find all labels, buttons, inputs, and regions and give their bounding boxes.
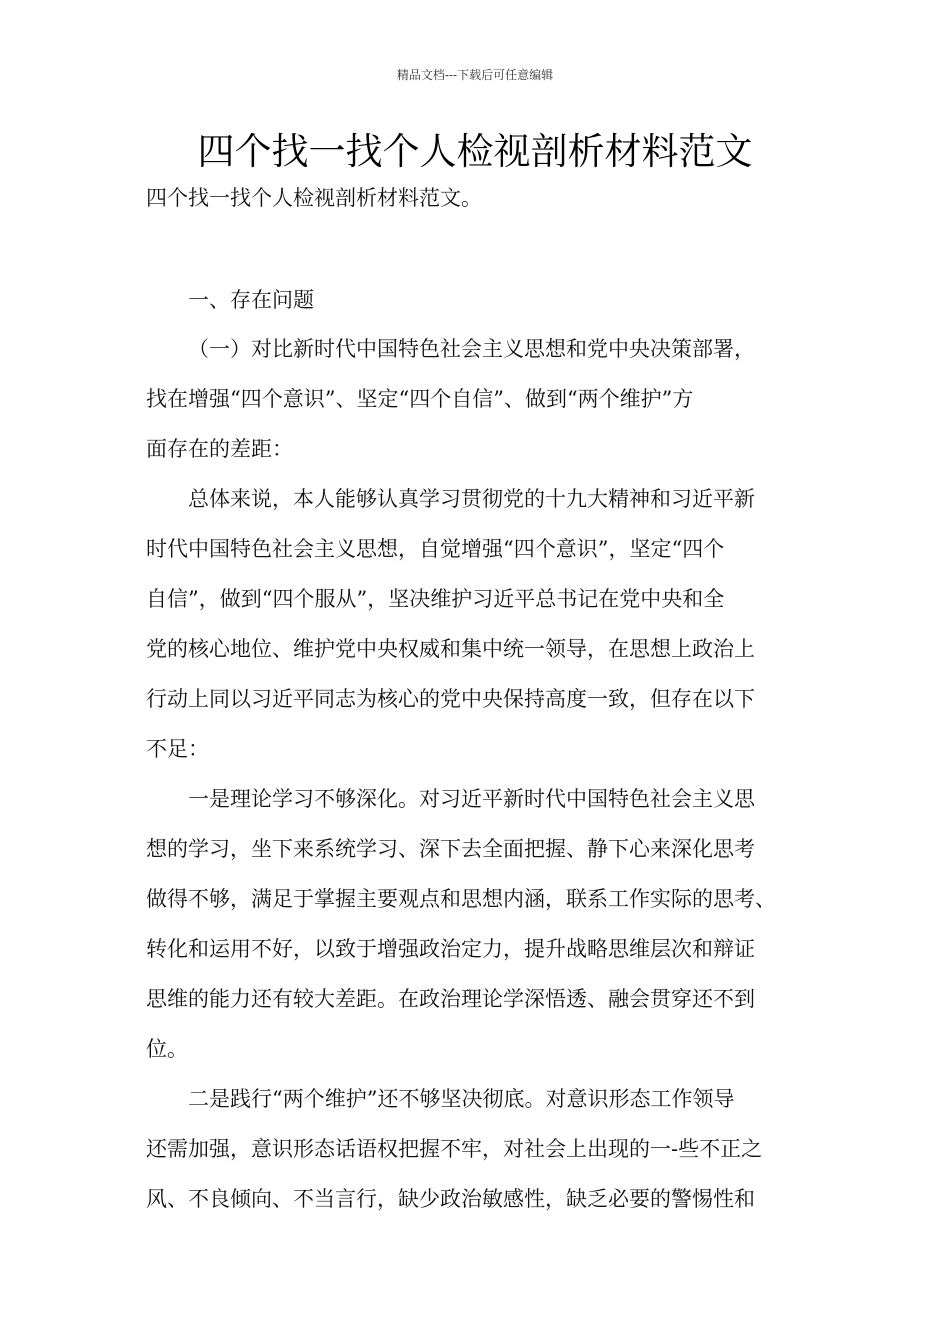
body-line: 做得不够，满足于掌握主要观点和思想内涵，联系工作实际的思考、 — [146, 887, 776, 911]
body-line: 位。 — [146, 1037, 188, 1061]
body-line: 自信”，做到“四个服从”，坚决维护习近平总书记在党中央和全 — [146, 587, 725, 611]
body-line: 风、不良倾向、不当言行，缺少政治敏感性，缺乏必要的警惕性和 — [146, 1187, 755, 1211]
body-line: 还需加强，意识形态话语权把握不牢，对社会上出现的一-些不正之 — [146, 1137, 763, 1161]
document-title: 四个找一找个人检视剖析材料范文 — [197, 130, 753, 173]
body-line: 党的核心地位、维护党中央权威和集中统一领导，在思想上政治上 — [146, 637, 755, 661]
body-line: 行动上同以习近平同志为核心的党中央保持高度一致，但存在以下 — [146, 687, 755, 711]
body-line: 思维的能力还有较大差距。在政治理论学深悟透、融会贯穿还不到 — [146, 987, 755, 1011]
header-note: 精品文档---下载后可任意编辑 — [396, 68, 554, 82]
body-line: 一是理论学习不够深化。对习近平新时代中国特色社会主义思 — [188, 787, 755, 811]
document-subtitle: 四个找一找个人检视剖析材料范文。 — [146, 186, 482, 210]
body-line: 不足： — [146, 737, 209, 761]
body-line: （一）对比新时代中国特色社会主义思想和党中央决策部署， — [188, 337, 755, 361]
body-line: 二是践行“两个维护”还不够坚决彻底。对意识形态工作领导 — [188, 1087, 735, 1111]
body-line: 转化和运用不好，以致于增强政治定力，提升战略思维层次和辩证 — [146, 937, 755, 961]
body-line: 面存在的差距： — [146, 437, 293, 461]
body-line: 总体来说，本人能够认真学习贯彻党的十九大精神和习近平新 — [188, 487, 755, 511]
body-line: 时代中国特色社会主义思想，自觉增强“四个意识”，坚定“四个 — [146, 537, 725, 561]
body-line: 找在增强“四个意识”、坚定“四个自信”、做到“两个维护”方 — [146, 387, 694, 411]
section-heading: 一、存在问题 — [188, 288, 314, 312]
body-line: 想的学习，坐下来系统学习、深下去全面把握、静下心来深化思考 — [146, 837, 755, 861]
